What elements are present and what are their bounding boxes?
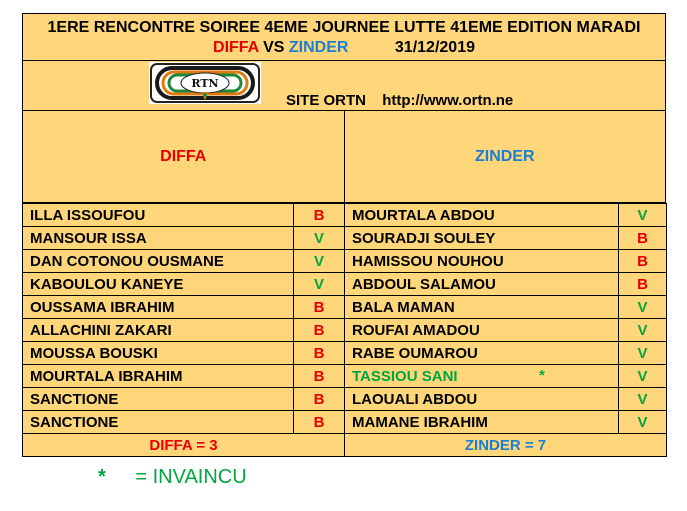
wrestler-right — [345, 227, 619, 250]
result-left: B — [294, 319, 345, 342]
totals-row — [23, 434, 667, 457]
result-left: V — [294, 250, 345, 273]
wrestler-right-name: TASSIOU SANI — [352, 367, 458, 385]
result-right: B — [619, 250, 667, 273]
result-right: V — [619, 365, 667, 388]
wrestler-right — [345, 250, 619, 273]
result-right: B — [619, 227, 667, 250]
table-row — [23, 342, 667, 365]
matchup-team1: DIFFA — [213, 39, 259, 56]
wrestler-right — [345, 388, 619, 411]
wrestler-right-name: SOURADJI SOULEY — [352, 229, 496, 247]
result-right: V — [619, 319, 667, 342]
table-row — [23, 411, 667, 434]
wrestler-right — [345, 296, 619, 319]
wrestler-left: OUSSAMA IBRAHIM — [23, 296, 294, 319]
result-left: B — [294, 411, 345, 434]
wrestler-left: SANCTIONE — [23, 388, 294, 411]
result-right: V — [619, 204, 667, 227]
wrestler-left: SANCTIONE — [23, 411, 294, 434]
wrestler-right-name: HAMISSOU NOUHOU — [352, 252, 504, 270]
ortn-logo — [149, 62, 261, 104]
event-date: 31/12/2019 — [394, 39, 475, 56]
wrestler-right — [345, 204, 619, 227]
table-row — [23, 319, 667, 342]
rtn-logo-icon — [149, 62, 261, 104]
wrestler-right — [345, 319, 619, 342]
site-label: SITE ORTN — [286, 92, 367, 109]
unbeaten-star: * — [539, 367, 545, 384]
legend-text: = INVAINCU — [135, 466, 247, 488]
title-block — [22, 13, 666, 61]
wrestler-right-name: ABDOUL SALAMOU — [352, 275, 496, 293]
wrestler-right-name: ROUFAI AMADOU — [352, 321, 480, 339]
result-left: B — [294, 342, 345, 365]
result-left: B — [294, 296, 345, 319]
legend — [98, 466, 247, 489]
result-right: V — [619, 342, 667, 365]
wrestler-right-name: LAOUALI ABDOU — [352, 390, 478, 408]
table-row — [23, 227, 667, 250]
matchup-team2: ZINDER — [288, 39, 349, 56]
table-row — [23, 273, 667, 296]
wrestler-right — [345, 273, 619, 296]
result-right: B — [619, 273, 667, 296]
result-left: B — [294, 388, 345, 411]
logo-block — [22, 61, 666, 111]
table-row — [23, 296, 667, 319]
table-row — [23, 388, 667, 411]
result-right: V — [619, 388, 667, 411]
wrestler-left: MOURTALA IBRAHIM — [23, 365, 294, 388]
legend-symbol: * — [98, 466, 106, 488]
event-title: 1ERE RENCONTRE SOIREE 4EME JOURNEE LUTTE 41EME EDITION MARADI — [47, 19, 641, 36]
result-left: V — [294, 273, 345, 296]
wrestler-right-name: BALA MAMAN — [352, 298, 455, 316]
table-row — [23, 365, 667, 388]
table-row — [23, 204, 667, 227]
wrestler-left: ALLACHINI ZAKARI — [23, 319, 294, 342]
site-info — [286, 92, 513, 109]
wrestler-right — [345, 365, 619, 388]
result-right: V — [619, 296, 667, 319]
matchup-line — [23, 38, 665, 58]
wrestler-right-name: MAMANE IBRAHIM — [352, 413, 488, 431]
logo-text: RTN — [191, 77, 219, 90]
teams-header — [22, 111, 666, 203]
table-row — [23, 250, 667, 273]
wrestler-left: MANSOUR ISSA — [23, 227, 294, 250]
result-left: B — [294, 204, 345, 227]
site-url[interactable]: http://www.ortn.ne — [382, 92, 514, 109]
results-table — [22, 203, 667, 457]
result-right: V — [619, 411, 667, 434]
matchup-vs: VS — [263, 39, 285, 56]
wrestler-left: MOUSSA BOUSKI — [23, 342, 294, 365]
total-right: ZINDER = 7 — [345, 434, 667, 457]
results-sheet — [22, 13, 666, 457]
wrestler-right — [345, 411, 619, 434]
wrestler-right-name: MOURTALA ABDOU — [352, 206, 495, 224]
wrestler-right — [345, 342, 619, 365]
wrestler-right-name: RABE OUMAROU — [352, 344, 478, 362]
wrestler-left: DAN COTONOU OUSMANE — [23, 250, 294, 273]
wrestler-left: ILLA ISSOUFOU — [23, 204, 294, 227]
team-left-heading: DIFFA — [23, 111, 345, 202]
results-rows — [23, 204, 667, 434]
result-left: B — [294, 365, 345, 388]
total-left: DIFFA = 3 — [23, 434, 345, 457]
team-right-heading: ZINDER — [474, 147, 535, 165]
result-left: V — [294, 227, 345, 250]
wrestler-left: KABOULOU KANEYE — [23, 273, 294, 296]
